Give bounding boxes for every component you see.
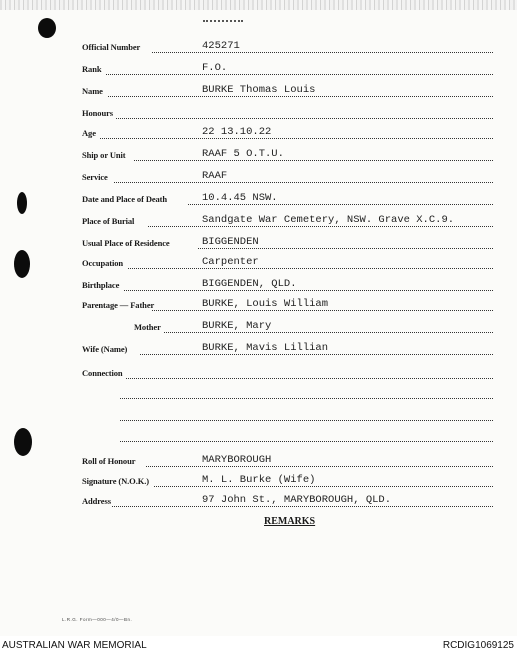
field-label: Signature (N.O.K.) [82,476,149,486]
field-birthplace [0,278,517,294]
field-label: Address [82,496,111,506]
fill-line [140,354,493,355]
field-label: Service [82,172,108,182]
field-value: BIGGENDEN [202,236,259,248]
field-age [0,126,517,142]
blank-line [120,420,493,421]
fill-line [116,118,493,119]
field-value: 97 John St., MARYBOROUGH, QLD. [202,494,392,506]
fill-line [126,378,493,379]
field-label: Occupation [82,258,124,268]
field-date-place-of-death [0,192,517,208]
field-label: Birthplace [82,280,120,290]
field-occupation [0,256,517,272]
field-value: 10.4.45 NSW. [202,192,278,204]
fill-line [106,74,493,75]
field-value: F.O. [202,62,228,74]
field-ship-or-unit [0,148,517,164]
field-label: Roll of Honour [82,456,136,466]
field-wife-name [0,342,517,358]
field-official-number [0,40,517,56]
field-label: Ship or Unit [82,150,126,160]
fill-line [154,486,493,487]
field-name [0,84,517,100]
field-value: M. L. Burke (Wife) [202,474,316,486]
fill-line [188,204,493,205]
field-value: BURKE, Louis William [202,298,329,310]
field-honours [0,106,517,122]
field-signature-nok [0,474,517,490]
blank-line [120,441,493,442]
form-code: L.R.G. Form—000—4/0—Bn. [62,617,133,622]
fill-line [134,160,493,161]
fill-line [114,182,493,183]
field-label: Mother [134,322,161,332]
fill-line [124,290,493,291]
field-value: RAAF 5 O.T.U. [202,148,284,160]
field-value: BURKE, Mavis Lillian [202,342,329,354]
scan-edge [0,0,517,10]
field-value: BURKE Thomas Louis [202,84,316,96]
field-value: BIGGENDEN, QLD. [202,278,297,290]
fill-line [198,248,493,249]
field-value: Carpenter [202,256,259,268]
fill-line [164,332,493,333]
field-label: Honours [82,108,113,118]
remarks-heading: REMARKS [264,516,316,527]
footer-record-id: RCDIG1069125 [442,640,514,651]
field-label: Usual Place of Residence [82,238,170,248]
field-rank [0,62,517,78]
fill-line [128,268,493,269]
field-label: Date and Place of Death [82,194,168,204]
field-roll-of-honour [0,454,517,470]
field-label: Connection [82,368,123,378]
footer [0,636,517,654]
field-label: Wife (Name) [82,344,128,354]
field-value: MARYBOROUGH [202,454,272,466]
field-value: 425271 [202,40,240,52]
field-label: Name [82,86,103,96]
field-parentage-mother [0,320,517,336]
field-value: RAAF [202,170,228,182]
field-value: BURKE, Mary [202,320,272,332]
footer-institution: AUSTRALIAN WAR MEMORIAL [2,640,147,651]
field-label: Rank [82,64,102,74]
field-service [0,170,517,186]
field-usual-place-of-residence [0,236,517,252]
field-label: Official Number [82,42,141,52]
field-value: Sandgate War Cemetery, NSW. Grave X.C.9. [202,214,455,226]
fill-line [152,52,493,53]
punch-hole-top [38,18,56,38]
fill-line [146,466,493,467]
field-value: 22 13.10.22 [202,126,272,138]
blank-line [120,398,493,399]
header-mark [203,20,243,26]
field-address [0,494,517,510]
field-parentage-father [0,298,517,314]
fill-line [148,226,493,227]
field-label: Age [82,128,96,138]
binder-mark-3 [14,428,32,456]
fill-line [152,310,493,311]
field-label: Parentage — Father [82,300,155,310]
fill-line [112,506,493,507]
field-place-of-burial [0,214,517,230]
field-connection [0,366,517,382]
fill-line [108,96,493,97]
fill-line [100,138,493,139]
field-label: Place of Burial [82,216,135,226]
